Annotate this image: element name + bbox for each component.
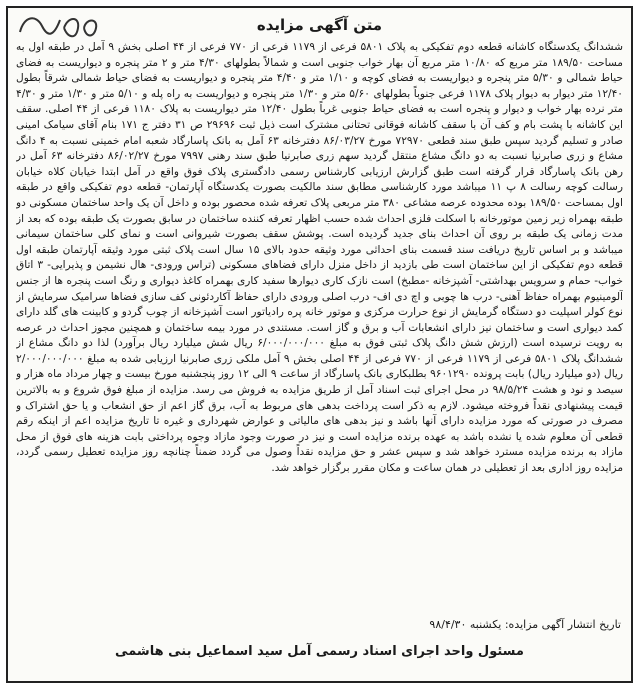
notice-frame (6, 6, 633, 683)
publish-date: تاریخ انتشار آگهی مزایده: یکشنبه ۹۸/۴/۳۰ (429, 618, 621, 631)
signature-line: مسئول واحد اجرای اسناد رسمی آمل سید اسماعیل بنی هاشمی (115, 644, 524, 659)
notice-body: ششدانگ یکدستگاه کاشانه قطعه دوم تفکیکی به پلاک ۵۸۰۱ فرعی از ۱۱۷۹ فرعی از ۷۷۰ فرعی از ۴۴ اصلی بخش ۹ آمل در طبقه اول به مساحت ۱۸۹/۵۰ متر مربع که ۱۰/۸۰ متر مربع آن بهار خواب جنوبی است و شمالاً بطولهای ۴/۳۰ متر و ۲ متر پنجره و دیواریست به فضای حیاط شمالی و ۵/۳۰ متر پنجره و دیواریست به فضای کوچه و ۱/۱۰ متر و ۴/۴۰ متر پنجره و دیواریست به فضای حیاط شمالی شرقاً بطول ۱۲/۴۰ متر دیوار به دیوار پلاک ۱۱۷۸ فرعی جنوباً بطولهای ۵/۶۰ متر و ۱/۳۰ متر پنجره و دیواریست به راه پله و ۵/۱۰ متر و ۱/۳۰ متر و ۴/۳۰ متر نرده بهار خواب و دیوار و پنجره است به فضای حیاط جنوبی غرباً بطول ۱۲/۴۰ متر دیواریست به پلاک ۱۱۸۰ فرعی از ۴۴ اصلی. سقف این کاشانه با پشت بام و کف آن با سقف کاشانه فوقانی تحتانی مشترک است ذیل ثبت ۲۹۶۹۶ ص ۳۱ دفتر ج ۱۷۱ بنام آقای سیامک امینی صادر و تسلیم گردید سپس طبق سند قطعی ۷۲۹۷۰ مورخ ۸۶/۰۳/۲۷ دفترخانه ۶۳ آمل به بانک پاسارگاد شعبه امام خمینی نسبت به ۴ دانگ مشاع و زری صابرنیا نسبت به دو دانگ مشاع منتقل گردید سهم زری صابرنیا طبق سند رهنی ۷۹۹۷ مورخ ۸۶/۰۲/۲۷ دفترخانه ۶۳ آمل در رهن بانک پاسارگاد قرار گرفته است طبق گزارش ارزیابی کارشناس رسمی دادگستری پلاک فوق واقع در آمل ابتدا خیابان کلاه خیابان رسالت کوچه رسالت ۸ پ ۱۱ میباشد مورد کارشناسی مطابق سند مالکیت بصورت یکدستگاه آپارتمان- قطعه دوم تفکیکی واقع در طبقه اول بمساحت ۱۸۹/۵۰ بوده محدوده عرصه مشاعی ۳۸۰ متر مربعی پلاک تعرفه شده محصور بوده و داخل آن یک واحد ساختمان مسکونی دو طبقه بهمراه زیر زمین موتورخانه با اسکلت فلزی احداث شده حسب اظهار تعرفه کننده ساختمان در سابق بصورت یک طبقه بوده که بعد از مدت زمانی یک طبقه بر روی آن احداث بنای جدید گردیده است. پوشش سقف بصورت شیروانی است و نمای کلی ساختمان سیمانی میباشد و بر اساس تاریخ دریافت سند قسمت بنای احداثی مورد وثیقه حدود بالای ۱۵ سال است پلاک ثبتی مورد وثیقه آپارتمان طبقه اول قطعه دوم تفکیکی از این ساختمان است طی بازدید از داخل منزل دارای فضاهای مسکونی (تراس ورودی- هال نشیمن و پذیرایی- ۳ اتاق خواب- حمام و سرویس بهداشتی- آشپزخانه -مطبخ) است نازک کاری دیوارها سفید کاری بهمراه کاغذ دیواری و رنگ است پنجره ها از جنس آلومینیوم بهمراه حفاظ آهنی- درب ها چوبی و اچ دی اف- درب اصلی ورودی دارای حفاظ آکاردئونی کف سازی فضاها سرامیک سرمایش از نوع کولر اسپلیت دو دستگاه گرمایش از نوع حرارت مرکزی و موتور خانه پره رادیاتور است آشپزخانه از چوب گردو و کابینت های گلد دارای کمد دیواری است و ساختمان نیز دارای انشعابات آب و برق و گاز است. مستندی در مورد بیمه ساختمان و همچنین مجوز احداث در عرصه به رویت نرسیده است (ارزش شش دانگ پلاک ثبتی فوق به مبلغ ۶/۰۰۰/۰۰۰/۰۰۰ ریال شش میلیارد ریال برآورد) لذا دو دانگ مشاع از ششدانگ پلاک ۵۸۰۱ فرعی از ۱۱۷۹ فرعی از ۷۷۰ فرعی از ۴۴ اصلی بخش ۹ آمل ملکی زری صابرنیا ارزیابی شده به مبلغ ۲/۰۰۰/۰۰۰/۰۰۰ ریال (دو میلیارد ریال) بابت پرونده ۹۶۰۱۲۹۰ بطلبکاری بانک پاسارگاد از ساعت ۹ الی ۱۲ روز پنجشنبه مورخ بیست و چهار مرداد ماه هزار و سیصد و نود و هشت ۹۸/۵/۲۴ در محل اجرای ثبت اسناد آمل از طریق مزایده به فروش می رسد. مزایده از مبلغ فوق شروع و به بالاترین قیمت پیشنهادی نقداً فروخته میشود. لازم به ذکر است پرداخت بدهی های مربوط به آب، برق گاز اعم از حق انشعاب و یا حق اشتراک و مصرف در صورتی که مورد مزایده دارای آنها باشد و نیز بدهی های مالیاتی و عوارض شهرداری و غیره تا تاریخ مزایده اعم از اینکه رقم قطعی آن معلوم شده یا نشده باشد به عهده برنده مزایده است و نیز در صورت وجود مازاد وجوه پرداختی بابت هزینه های فوق از محل مازاد به برنده مزایده مسترد خواهد شد و سپس عشر و حق مزایده نقداً وصول می گردد ضمناً چنانچه روز مزایده تعطیل رسمی گردد، مزایده روز اداری بعد از تعطیلی در همان ساعت و مکان مقرر برگزار خواهد شد. (16, 41, 623, 475)
notice-title: متن آگهی مزایده (256, 16, 383, 34)
